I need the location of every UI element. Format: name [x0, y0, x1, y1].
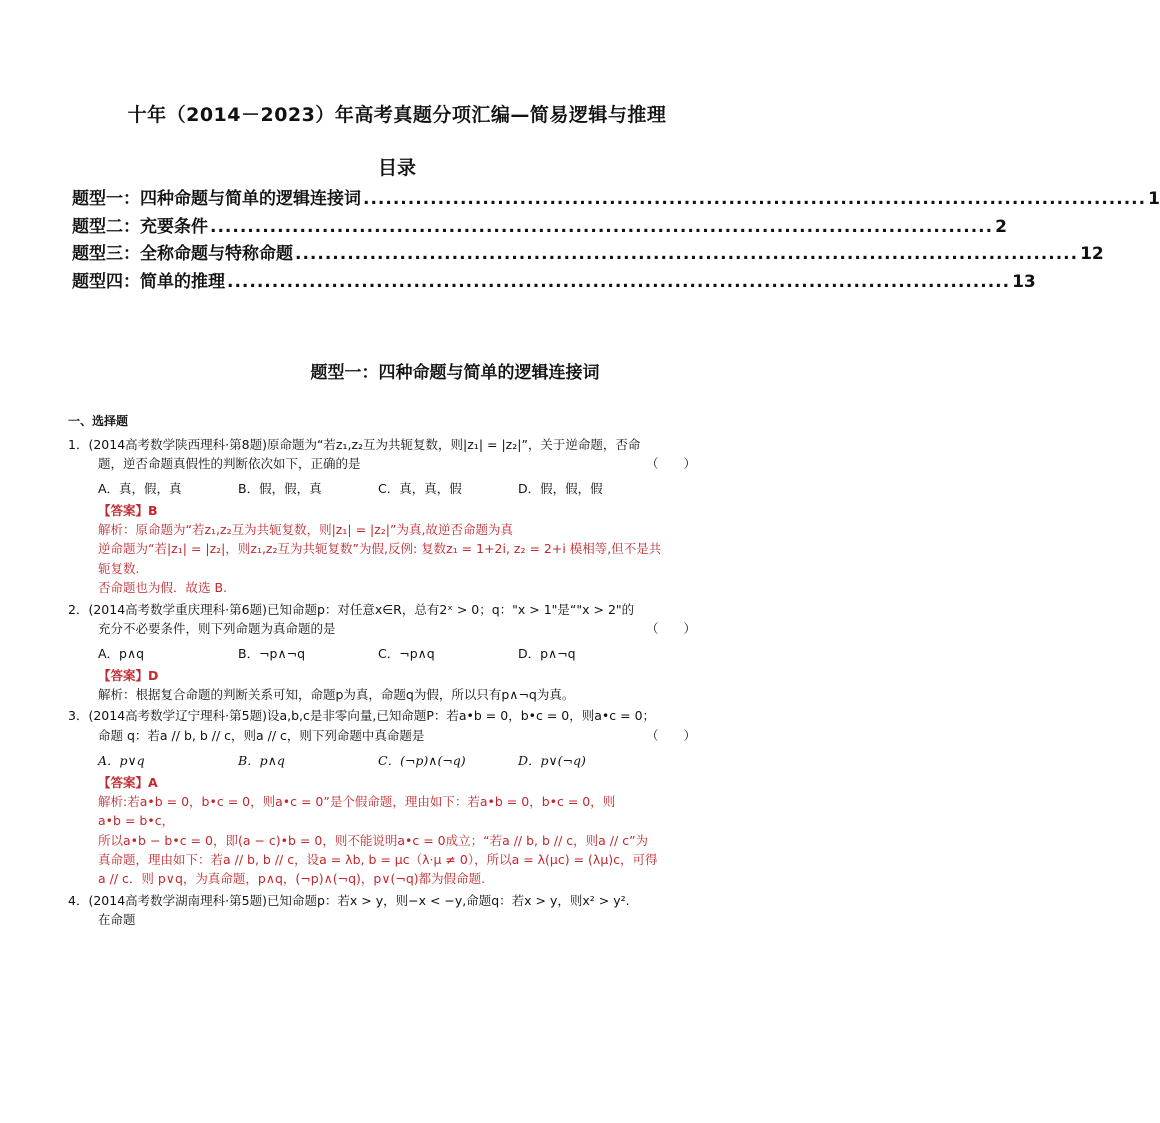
analysis-line: a•b = b•c， [98, 813, 175, 829]
option-a: A．真，假，真 [98, 481, 182, 497]
options-row [98, 479, 724, 498]
toc-item[interactable] [72, 267, 1036, 295]
question-stem-continued: 命题 q：若a // b, b // c，则a // c，则下列命题中真命题是 [98, 727, 425, 743]
analysis-line: 所以a•b − b•c = 0，即(a − c)•b = 0，则不能说明a•c = 0成立；“若a // b, b // c，则a // c”为 [98, 832, 649, 848]
questions-content [68, 412, 724, 932]
toc-item-page: 2 [995, 216, 1007, 237]
document-title: 十年（2014－2023）年高考真题分项汇编—简易逻辑与推理 [127, 104, 667, 126]
toc-item[interactable] [72, 212, 1007, 240]
options-row [98, 644, 724, 663]
analysis-line: 否命题也为假．故选 B. [98, 580, 228, 596]
question-4 [68, 891, 724, 930]
toc-item[interactable] [72, 184, 1160, 212]
question-stem-line [68, 726, 724, 745]
options-row [98, 751, 724, 770]
question-stem: 1．(2014高考数学陕西理科·第8题)原命题为“若z₁,z₂互为共轭复数，则|z₁| = |z₂|”，关于逆命题，否命 [68, 436, 641, 452]
answer-blank: （ ） [645, 455, 696, 471]
analysis-line: 逆命题为“若|z₁| = |z₂|，则z₁,z₂互为共轭复数”为假,反例: 复数z₁ = 1+2i, z₂ = 2+i 模相等,但不是共 [98, 541, 662, 557]
toc-item-label: 题型一：四种命题与简单的逻辑连接词 [72, 189, 361, 209]
toc-heading: 目录 [377, 157, 416, 179]
toc-item[interactable] [72, 239, 1104, 267]
question-2 [68, 600, 724, 705]
answer-label: 【答案】B [98, 502, 158, 518]
option-c: C．(¬p)∧(¬q) [378, 753, 466, 769]
toc-leader-dots: ......................................................................................................... [363, 189, 1147, 209]
toc-item-page: 12 [1080, 244, 1104, 264]
toc-leader-dots: ......................................................................................................... [227, 271, 1011, 292]
subsection-heading: 一、选择题 [68, 414, 129, 428]
question-stem-continued: 题，逆否命题真假性的判断依次如下，正确的是 [98, 455, 361, 471]
question-stem-line [68, 454, 724, 473]
analysis-line: 轭复数. [98, 560, 140, 576]
option-d: D．假，假，假 [518, 481, 603, 497]
analysis-line: 解析：根据复合命题的判断关系可知，命题p为真，命题q为假，所以只有p∧¬q为真。 [98, 687, 575, 703]
question-stem: 3．(2014高考数学辽宁理科·第5题)设a,b,c是非零向量,已知命题P：若a•b = 0，b•c = 0，则a•c = 0； [68, 708, 656, 724]
option-d: D．p∧¬q [518, 646, 576, 662]
toc-leader-dots: ......................................................................................................... [295, 244, 1079, 264]
analysis-line: 真命题，理由如下：若a // b, b // c，设a = λb, b = μc（λ·μ ≠ 0），所以a = λ(μc) = (λμ)c，可得 [98, 852, 658, 868]
answer-blank: （ ） [645, 620, 696, 636]
question-stem: 4．(2014高考数学湖南理科·第5题)已知命题p：若x > y，则−x < −y,命题q：若x > y，则x² > y². [68, 892, 630, 908]
analysis-line: 解析:若a•b = 0，b•c = 0，则a•c = 0”是个假命题，理由如下：若a•b = 0，b•c = 0，则 [98, 793, 616, 809]
toc-item-label: 题型三：全称命题与特称命题 [72, 244, 293, 264]
answer-label: 【答案】D [98, 667, 159, 683]
option-b: B．假，假，真 [238, 481, 322, 497]
answer-label: 【答案】A [98, 774, 158, 790]
option-a: A．p∨q [98, 753, 145, 769]
option-c: C．真，真，假 [378, 481, 462, 497]
question-1 [68, 435, 724, 598]
toc-item-label: 题型二：充要条件 [72, 216, 208, 237]
toc-item-page: 13 [1012, 271, 1036, 292]
section-title: 题型一：四种命题与简单的逻辑连接词 [310, 363, 600, 383]
question-stem-continued: 在命题 [98, 912, 136, 928]
toc-leader-dots: ......................................................................................................... [210, 216, 994, 237]
toc-item-label: 题型四：简单的推理 [72, 271, 225, 292]
option-b: B．¬p∧¬q [238, 646, 306, 662]
analysis-line: a // c．则 p∨q，为真命题，p∧q，(¬p)∧(¬q)，p∨(¬q)都为假命题. [98, 871, 486, 887]
analysis-line: 解析：原命题为“若z₁,z₂互为共轭复数，则|z₁| = |z₂|”为真,故逆否命题为真 [98, 522, 513, 538]
option-c: C．¬p∧q [378, 646, 435, 662]
option-a: A．p∧q [98, 646, 145, 662]
option-d: D．p∨(¬q) [518, 753, 586, 769]
question-stem: 2．(2014高考数学重庆理科·第6题)已知命题p：对任意x∈R，总有2ˣ > 0；q："x > 1"是“"x > 2"的 [68, 601, 635, 617]
table-of-contents [72, 184, 1160, 294]
question-stem-continued: 充分不必要条件，则下列命题为真命题的是 [98, 620, 336, 636]
option-b: B．p∧q [238, 753, 285, 769]
question-3 [68, 706, 724, 888]
toc-item-page: 1 [1148, 189, 1160, 209]
question-stem-line [68, 619, 724, 638]
answer-blank: （ ） [645, 727, 696, 743]
